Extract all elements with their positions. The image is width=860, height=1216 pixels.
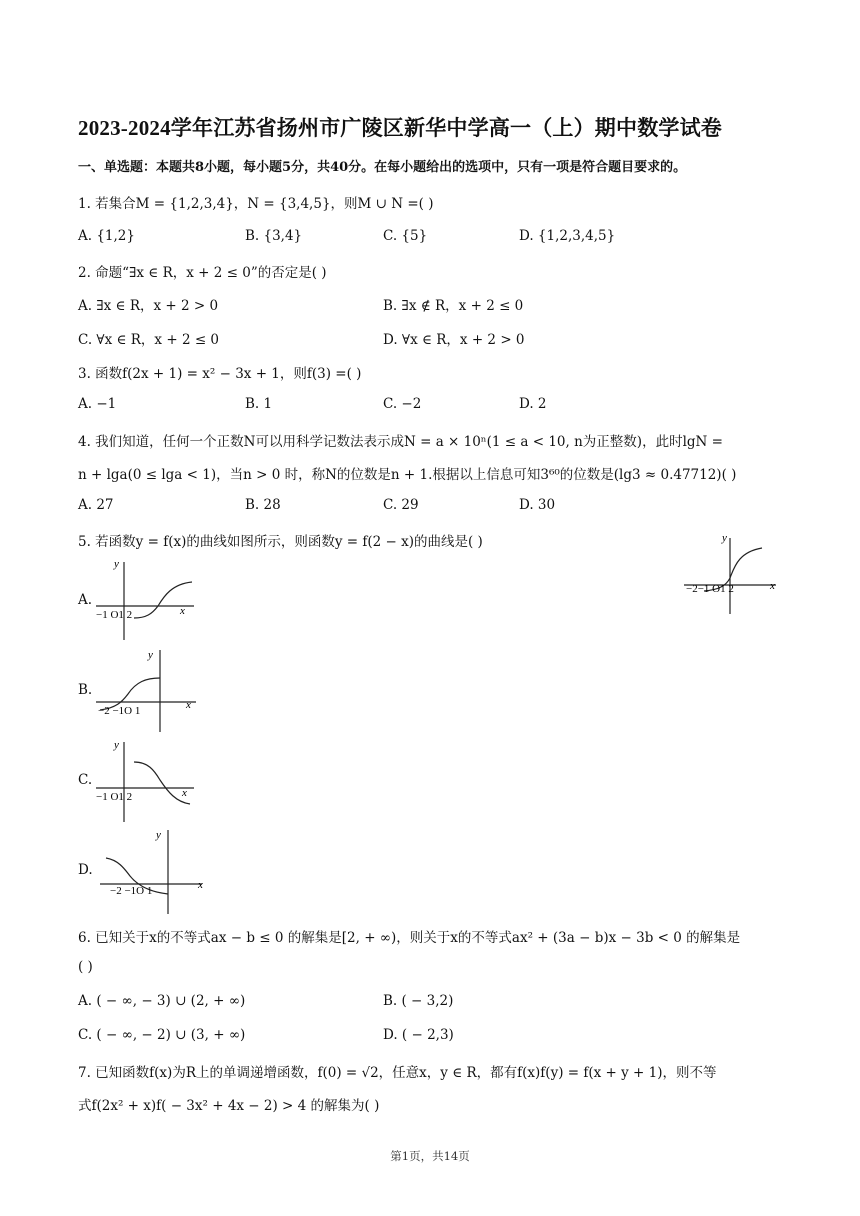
x-axis-label: x bbox=[180, 605, 185, 617]
question-5-option-d-label: D. bbox=[78, 862, 93, 878]
question-2-stem: 2. 命题“∃x ∈ R，x + 2 ≤ 0”的否定是( ) bbox=[78, 265, 327, 281]
question-2-option-c: C. ∀x ∈ R，x + 2 ≤ 0 bbox=[78, 332, 220, 348]
y-axis-label: y bbox=[148, 649, 153, 661]
question-4-stem-line1: 4. 我们知道，任何一个正数N可以用科学记数法表示成N = a × 10ⁿ(1 ≤ a < 10, n为正整数)，此时lgN = bbox=[78, 434, 723, 450]
question-5-option-b-label: B. bbox=[78, 682, 93, 698]
question-1-option-d: D. {1,2,3,4,5} bbox=[519, 228, 616, 244]
question-5-option-c-graph bbox=[94, 736, 204, 824]
tick-labels: −2 −1O 1 bbox=[110, 885, 153, 897]
question-6-option-b: B. ( − 3,2) bbox=[383, 993, 454, 1009]
y-axis-label: y bbox=[722, 532, 727, 544]
question-3-option-d: D. 2 bbox=[519, 396, 547, 412]
question-5-stem: 5. 若函数y = f(x)的曲线如图所示，则函数y = f(2 − x)的曲线是( ) bbox=[78, 534, 483, 550]
y-axis-label: y bbox=[156, 829, 161, 841]
x-axis-label: x bbox=[770, 580, 775, 592]
question-7-stem-line2: 式f(2x² + x)f( − 3x² + 4x − 2) > 4 的解集为( ) bbox=[78, 1098, 380, 1114]
question-5-option-d-graph bbox=[94, 824, 214, 916]
question-1-option-c: C. {5} bbox=[383, 228, 428, 244]
question-5-option-c-label: C. bbox=[78, 772, 93, 788]
exam-title: 2023-2024学年江苏省扬州市广陵区新华中学高一（上）期中数学试卷 bbox=[78, 116, 722, 140]
question-7-stem-line1: 7. 已知函数f(x)为R上的单调递增函数，f(0) = √2，任意x，y ∈ R，都有f(x)f(y) = f(x + y + 1)，则不等 bbox=[78, 1065, 717, 1081]
question-6-option-c: C. ( − ∞, − 2) ∪ (3, + ∞) bbox=[78, 1027, 246, 1043]
question-4-option-c: C. 29 bbox=[383, 497, 419, 513]
page-footer: 第1页，共14页 bbox=[390, 1149, 470, 1163]
question-2-option-b: B. ∃x ∉ R，x + 2 ≤ 0 bbox=[383, 298, 524, 314]
tick-labels: −2−1 O1 2 bbox=[686, 583, 734, 595]
question-6-option-d: D. ( − 2,3) bbox=[383, 1027, 454, 1043]
tick-labels: −1 O1 2 bbox=[96, 791, 133, 803]
question-5-option-b-graph bbox=[94, 644, 204, 734]
question-5-option-a-graph bbox=[94, 556, 204, 642]
question-3-stem: 3. 函数f(2x + 1) = x² − 3x + 1，则f(3) =( ) bbox=[78, 366, 362, 382]
tick-labels: −2 −1O 1 bbox=[98, 705, 141, 717]
x-axis-label: x bbox=[182, 787, 187, 799]
question-3-option-b: B. 1 bbox=[245, 396, 273, 412]
question-2-option-a: A. ∃x ∈ R，x + 2 > 0 bbox=[78, 298, 219, 314]
question-1-stem: 1. 若集合M = {1,2,3,4}，N = {3,4,5}，则M ∪ N =( ) bbox=[78, 196, 434, 212]
x-axis-label: x bbox=[186, 699, 191, 711]
y-axis-label: y bbox=[114, 558, 119, 570]
question-2-option-d: D. ∀x ∈ R，x + 2 > 0 bbox=[383, 332, 525, 348]
question-6-stem-line1: 6. 已知关于x的不等式ax − b ≤ 0 的解集是[2, + ∞)，则关于x的不等式ax² + (3a − b)x − 3b < 0 的解集是 bbox=[78, 930, 741, 946]
section-heading: 一、单选题：本题共8小题，每小题5分，共40分。在每小题给出的选项中，只有一项是符合题目要求的。 bbox=[78, 160, 687, 175]
question-6-stem-line2: ( ) bbox=[78, 959, 93, 975]
tick-labels: −1 O1 2 bbox=[96, 609, 133, 621]
question-4-option-d: D. 30 bbox=[519, 497, 556, 513]
y-axis-label: y bbox=[114, 739, 119, 751]
question-3-option-a: A. −1 bbox=[78, 396, 117, 412]
question-1-option-a: A. {1,2} bbox=[78, 228, 135, 244]
question-6-option-a: A. ( − ∞, − 3) ∪ (2, + ∞) bbox=[78, 993, 246, 1009]
x-axis-label: x bbox=[198, 879, 203, 891]
question-3-option-c: C. −2 bbox=[383, 396, 422, 412]
question-5-reference-graph bbox=[682, 530, 782, 616]
question-4-stem-line2: n + lga(0 ≤ lga < 1)，当n > 0 时，称N的位数是n + 1.根据以上信息可知3⁶⁰的位数是(lg3 ≈ 0.47712)( ) bbox=[78, 467, 737, 483]
question-5-option-a-label: A. bbox=[78, 592, 93, 608]
question-4-option-b: B. 28 bbox=[245, 497, 281, 513]
question-4-option-a: A. 27 bbox=[78, 497, 114, 513]
question-1-option-b: B. {3,4} bbox=[245, 228, 303, 244]
